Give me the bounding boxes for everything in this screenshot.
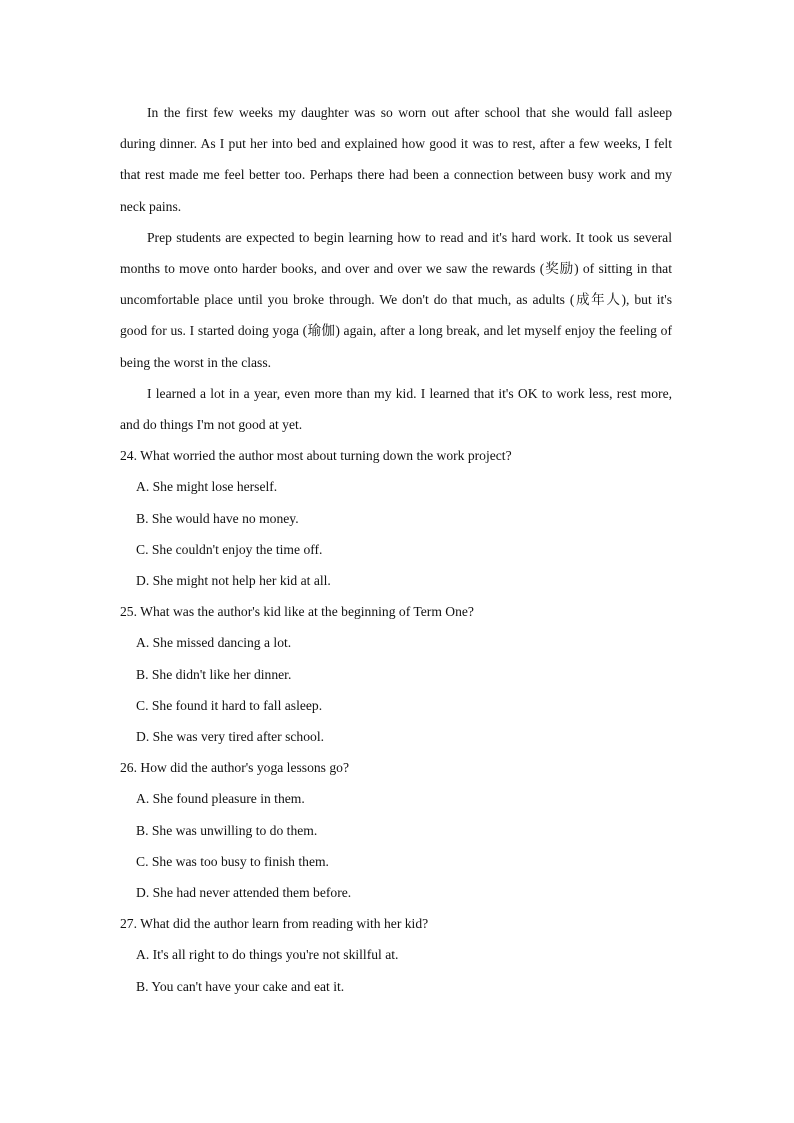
- option-b: B. She would have no money.: [136, 510, 299, 526]
- question-25: [120, 596, 672, 752]
- question-stem: 26. How did the author's yoga lessons go?: [120, 760, 349, 776]
- option-a: A. It's all right to do things you're not skillful at.: [136, 947, 399, 963]
- option-b: B. She didn't like her dinner.: [136, 666, 292, 682]
- question-stem: 25. What was the author's kid like at the beginning of Term One?: [120, 604, 474, 620]
- option-a: A. She found pleasure in them.: [136, 791, 305, 807]
- passage-paragraph-2: Prep students are expected to begin learning how to read and it's hard work. It took us several months to move onto harder books, and over and over we saw the rewards (奖励) of sitting in that uncomfortable place until you broke through. We don't do that much, as adults (成年人), but it's good for us. I started doing yoga (瑜伽) again, after a long break, and let myself enjoy the feeling of being the worst in the class.: [120, 229, 672, 370]
- question-26: [120, 752, 672, 908]
- option-a: A. She might lose herself.: [136, 479, 278, 495]
- option-c: C. She was too busy to finish them.: [136, 853, 329, 869]
- option-b: B. She was unwilling to do them.: [136, 822, 318, 838]
- option-b: B. You can't have your cake and eat it.: [136, 978, 345, 994]
- passage-paragraph-1: In the first few weeks my daughter was so worn out after school that she would fall asleep during dinner. As I put her into bed and explained how good it was to rest, after a few weeks, I felt that rest made me feel better too. Perhaps there had been a connection between busy work and my neck pains.: [120, 105, 672, 214]
- option-c: C. She couldn't enjoy the time off.: [136, 541, 323, 557]
- option-d: D. She was very tired after school.: [136, 729, 324, 745]
- passage-paragraph-3: I learned a lot in a year, even more than my kid. I learned that it's OK to work less, rest more, and do things I'm not good at yet.: [120, 385, 672, 433]
- option-d: D. She might not help her kid at all.: [136, 573, 331, 589]
- option-c: C. She found it hard to fall asleep.: [136, 697, 323, 713]
- document-page: [120, 97, 672, 1002]
- question-stem: 24. What worried the author most about turning down the work project?: [120, 448, 512, 464]
- question-stem: 27. What did the author learn from reading with her kid?: [120, 916, 429, 932]
- option-a: A. She missed dancing a lot.: [136, 635, 292, 651]
- question-27: [120, 908, 672, 1002]
- question-24: [120, 440, 672, 596]
- option-d: D. She had never attended them before.: [136, 885, 352, 901]
